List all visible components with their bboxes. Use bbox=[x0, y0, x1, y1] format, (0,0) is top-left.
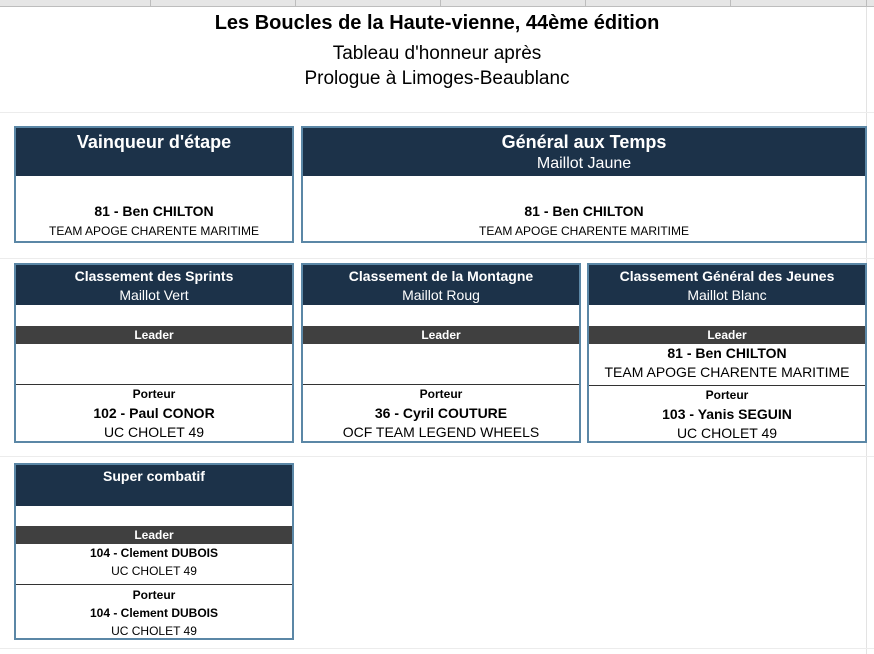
porteur-team: UC CHOLET 49 bbox=[103, 424, 205, 440]
jersey-label: Maillot Roug bbox=[402, 287, 480, 303]
leader-bar: Leader bbox=[303, 326, 579, 344]
jersey-label: Maillot Blanc bbox=[687, 287, 767, 303]
porteur-rider: 103 - Yanis SEGUIN bbox=[662, 406, 792, 422]
card-header bbox=[589, 265, 865, 305]
rider-name: 81 - Ben CHILTON bbox=[94, 203, 214, 219]
column-header-strip[interactable] bbox=[0, 0, 874, 7]
stage-name: Prologue à Limoges-Beaublanc bbox=[304, 68, 570, 89]
mountain-card bbox=[301, 263, 581, 443]
leader-section bbox=[303, 344, 579, 384]
card-title: Classement des Sprints bbox=[74, 268, 234, 284]
leader-bar: Leader bbox=[16, 326, 292, 344]
grid-line bbox=[0, 258, 874, 259]
page-subtitle: Tableau d'honneur après bbox=[332, 43, 542, 64]
jersey-label: Maillot Vert bbox=[119, 287, 189, 303]
leader-section bbox=[16, 344, 292, 384]
column-divider[interactable] bbox=[440, 0, 441, 6]
column-divider[interactable] bbox=[295, 0, 296, 6]
leader-rider: 81 - Ben CHILTON bbox=[667, 345, 787, 361]
porteur-team: UC CHOLET 49 bbox=[111, 624, 197, 638]
column-divider[interactable] bbox=[730, 0, 731, 6]
stage-winner-card bbox=[14, 126, 294, 243]
porteur-rider: 102 - Paul CONOR bbox=[93, 405, 215, 421]
porteur-label: Porteur bbox=[705, 388, 749, 402]
porteur-label: Porteur bbox=[132, 588, 176, 602]
leader-bar: Leader bbox=[589, 326, 865, 344]
grid-line bbox=[0, 648, 874, 649]
team-name: TEAM APOGE CHARENTE MARITIME bbox=[478, 224, 690, 238]
grid-line bbox=[0, 112, 874, 113]
card-title: Classement de la Montagne bbox=[348, 268, 534, 284]
page-title: Les Boucles de la Haute-vienne, 44ème édition bbox=[214, 12, 660, 34]
porteur-label: Porteur bbox=[132, 387, 176, 401]
porteur-team: UC CHOLET 49 bbox=[676, 425, 778, 441]
card-title: Super combatif bbox=[103, 468, 205, 484]
leader-rider: 104 - Clement DUBOIS bbox=[89, 546, 219, 560]
card-header bbox=[16, 265, 292, 305]
rider-name: 81 - Ben CHILTON bbox=[524, 203, 644, 219]
column-divider[interactable] bbox=[866, 0, 867, 6]
card-header bbox=[16, 465, 292, 506]
card-header bbox=[16, 128, 292, 176]
jersey-label: Maillot Jaune bbox=[536, 155, 632, 172]
leader-bar: Leader bbox=[16, 526, 292, 544]
card-title: Général aux Temps bbox=[501, 132, 667, 152]
leader-section bbox=[589, 345, 865, 385]
card-title: Vainqueur d'étape bbox=[76, 132, 232, 152]
porteur-team: OCF TEAM LEGEND WHEELS bbox=[342, 424, 540, 440]
general-classification-card bbox=[301, 126, 867, 243]
leader-section bbox=[16, 546, 292, 584]
column-divider[interactable] bbox=[585, 0, 586, 6]
porteur-rider: 104 - Clement DUBOIS bbox=[89, 606, 219, 620]
card-title: Classement Général des Jeunes bbox=[619, 268, 835, 284]
grid-line bbox=[0, 456, 874, 457]
super-combatif-card bbox=[14, 463, 294, 640]
card-header bbox=[303, 128, 865, 176]
porteur-label: Porteur bbox=[419, 387, 463, 401]
column-divider[interactable] bbox=[150, 0, 151, 6]
youth-card bbox=[587, 263, 867, 443]
card-header bbox=[303, 265, 579, 305]
sprints-card bbox=[14, 263, 294, 443]
team-name: TEAM APOGE CHARENTE MARITIME bbox=[48, 224, 260, 238]
leader-team: UC CHOLET 49 bbox=[111, 564, 197, 578]
porteur-rider: 36 - Cyril COUTURE bbox=[374, 405, 508, 421]
leader-team: TEAM APOGE CHARENTE MARITIME bbox=[604, 364, 850, 380]
